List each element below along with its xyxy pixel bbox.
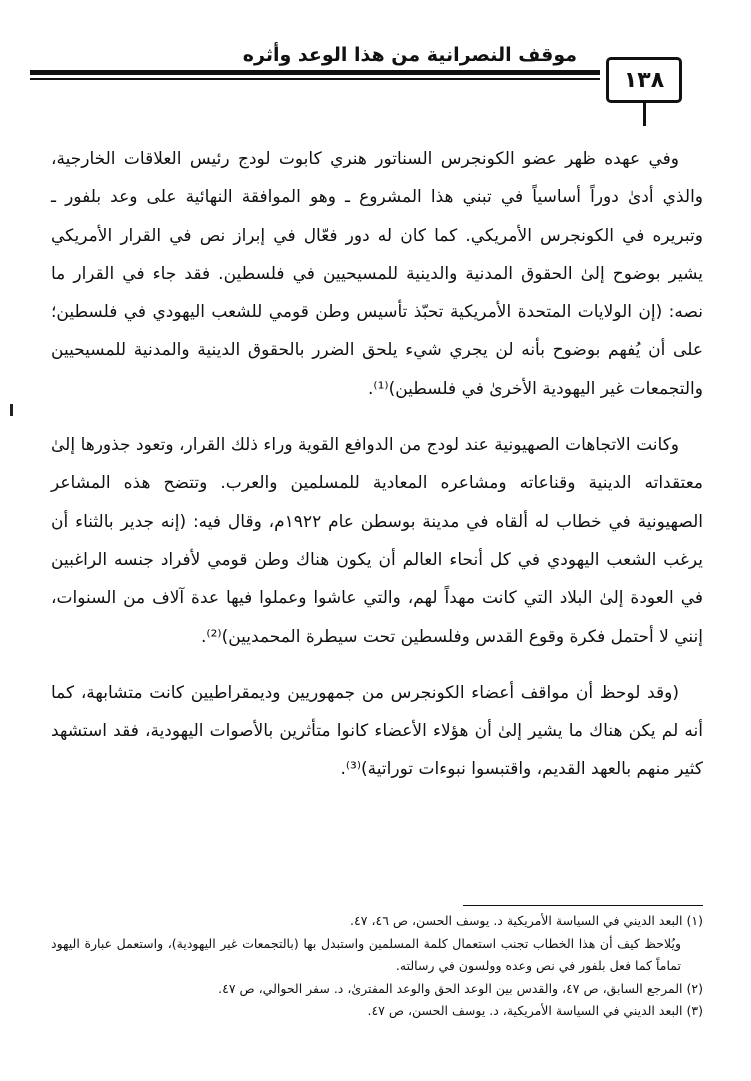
- paragraph-2: وكانت الاتجاهات الصهيونية عند لودج من الدوافع القوية وراء ذلك القرار، وتعود جذورها إلىٰ معتقداته الدينية وقناعاته ومشاعره المعادية للمسلمين والعرب. وتتضح هذه المشاعر الصهيونية في خطاب له ألقاه في مدينة بوسطن عام ١٩٢٢م، وقال فيه: (إنه جدير بالثناء أن يرغب الشعب اليهودي في كل أنحاء العالم أن يكون هناك وطن قومي لأفراد جنسه الراغبين في العودة إلىٰ البلاد التي كانت مهداً لهم، والتي عاشوا وعملوا فيها عدة آلاف من السنوات، إنني لا أحتمل فكرة وقوع القدس وفلسطين تحت سيطرة المحمديين)⁽²⁾.: [51, 435, 703, 647]
- paragraph-3: (وقد لوحظ أن مواقف أعضاء الكونجرس من جمهوريين وديمقراطيين كانت متشابهة، كما أنه لم يكن هناك ما يشير إلىٰ أن هؤلاء الأعضاء كانوا متأثرين بالأصوات اليهودية، فقد استشهد كثير منهم بالعهد القديم، واقتبسوا نبوءات توراتية)⁽³⁾.: [51, 682, 703, 780]
- page-badge-tail: [643, 102, 646, 126]
- footnote-1: (١) البعد الديني في السياسة الأمريكية د. يوسف الحسن، ص ٤٦، ٤٧.: [350, 913, 703, 928]
- page-header: [30, 40, 682, 120]
- running-title: موقف النصرانية من هذا الوعد وأثره: [242, 44, 577, 66]
- footnotes: [51, 910, 703, 1023]
- margin-mark: [10, 404, 13, 416]
- header-rule-thin: [30, 78, 600, 80]
- footnote-1-note: ويُلاحظ كيف أن هذا الخطاب تجنب استعمال كلمة المسلمين واستبدل بها (بالتجمعات غير اليهودية)، واستعمل عبارة اليهود تماماً كما فعل بلفور في نص وعده وولسون في رسالته.: [51, 935, 681, 973]
- footnote-2: (٢) المرجع السابق، ص ٤٧، والقدس بين الوعد الحق والوعد المفترىٰ، د. سفر الحوالي، ص ٤٧.: [218, 980, 703, 996]
- footnote-3: (٣) البعد الديني في السياسة الأمريكية، د. يوسف الحسن، ص ٤٧.: [367, 1003, 703, 1018]
- page-number-badge: [606, 57, 682, 103]
- main-body: [51, 140, 703, 807]
- footnote-separator: [463, 905, 703, 906]
- paragraph-1: وفي عهده ظهر عضو الكونجرس السناتور هنري كابوت لودج رئيس العلاقات الخارجية، والذي أدىٰ دوراً أساسياً في تبني هذا المشروع ـ وهو الموافقة النهائية على وعد بلفور ـ وتبريره في الكونجرس الأمريكي. كما كان له دور فعّال في إبراز نص في القرار الأمريكي يشير بوضوح إلىٰ الحقوق المدنية والدينية للمسيحيين في فلسطين. فقد جاء في القرار ما نصه: (إن الولايات المتحدة الأمريكية تحبّذ تأسيس وطن قومي للشعب اليهودي في فلسطين؛ على أن يُفهم بوضوح بأنه لن يجري شيء يلحق الضرر بالحقوق الدينية والمدنية للمسيحيين والتجمعات غير اليهودية الأخرىٰ في فلسطين)⁽¹⁾.: [51, 149, 703, 399]
- page-number: ١٣٨: [623, 67, 665, 93]
- header-rule-thick: [30, 70, 600, 75]
